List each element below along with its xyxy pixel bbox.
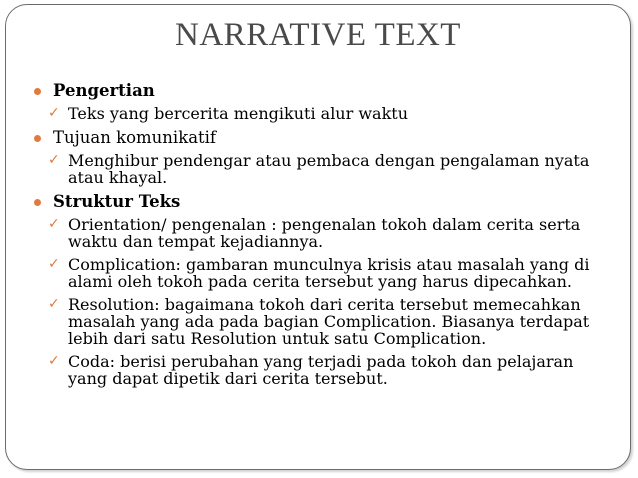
sub-bullet-text: Teks yang bercerita mengikuti alur waktu [68, 104, 409, 123]
checkmark-icon: ✓ [48, 256, 60, 272]
sub-bullet-text: Orientation/ pengenalan : pengenalan tokoh dalam cerita serta waktu dan tempat kejadiannya. [68, 215, 581, 251]
slide-title: NARRATIVE TEXT [175, 17, 461, 53]
sub-bullet-item [32, 152, 592, 186]
slide-content [32, 81, 592, 393]
bullet-label: Tujuan komunikatif [53, 128, 217, 147]
checkmark-icon: ✓ [48, 105, 60, 121]
bullet-item [32, 81, 592, 101]
bullet-dot-icon [34, 199, 41, 206]
bullet-dot-icon [34, 135, 41, 142]
sub-bullet-item [32, 216, 592, 250]
bullet-label: Struktur Teks [53, 192, 181, 211]
sub-bullet-text: Complication: gambaran munculnya krisis atau masalah yang di alami oleh tokoh pada cerita tersebut yang harus dipecahkan. [68, 255, 590, 291]
bullet-item [32, 128, 592, 148]
sub-bullet-item [32, 105, 592, 122]
bullet-dot-icon [34, 88, 41, 95]
slide [5, 4, 631, 470]
bullet-item [32, 192, 592, 212]
sub-bullet-item [32, 256, 592, 290]
sub-bullet-item [32, 353, 592, 387]
checkmark-icon: ✓ [48, 152, 60, 168]
checkmark-icon: ✓ [48, 353, 60, 369]
checkmark-icon: ✓ [48, 216, 60, 232]
checkmark-icon: ✓ [48, 296, 60, 312]
sub-bullet-item [32, 296, 592, 347]
sub-bullet-text: Coda: berisi perubahan yang terjadi pada tokoh dan pelajaran yang dapat dipetik dari cerita tersebut. [68, 352, 574, 388]
sub-bullet-text: Menghibur pendengar atau pembaca dengan pengalaman nyata atau khayal. [68, 151, 590, 187]
sub-bullet-text: Resolution: bagaimana tokoh dari cerita tersebut memecahkan masalah yang ada pada bagian Complication. Biasanya terdapat lebih dari satu Resolution untuk satu Complication. [68, 295, 590, 348]
bullet-label: Pengertian [53, 81, 155, 100]
